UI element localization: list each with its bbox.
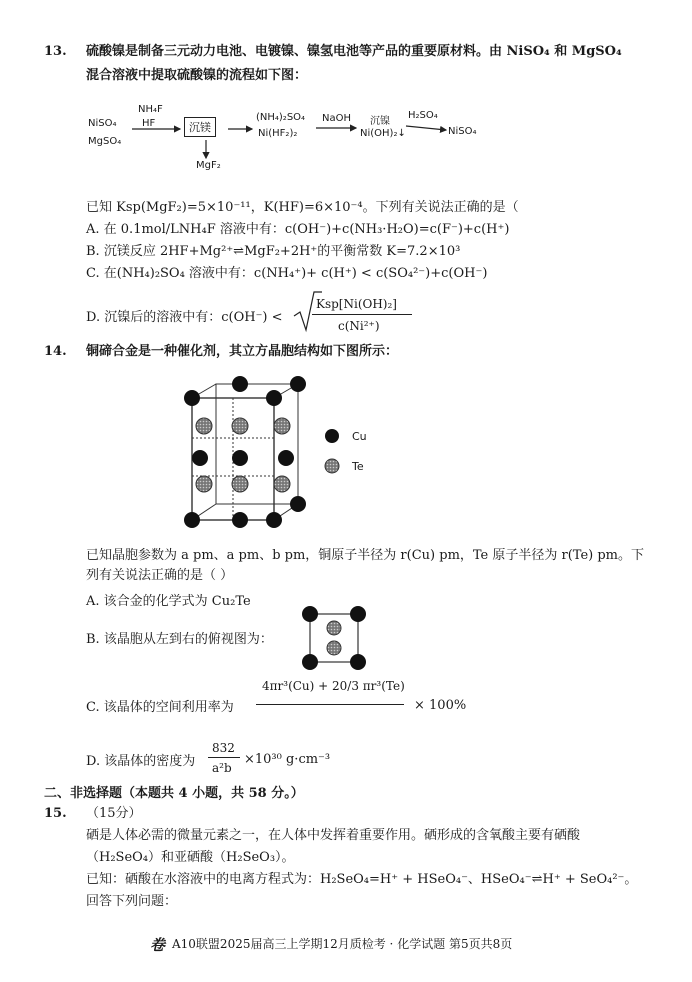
cu-atom	[266, 512, 282, 528]
q13-d-sqrt-sign	[292, 290, 322, 334]
q13-stem-line1: 硫酸镍是制备三元动力电池、电镀镍、镍氢电池等产品的重要原材料。由 NiSO₄ 和 MgSO₄	[86, 44, 622, 59]
q14-option-a: A. 该合金的化学式为 Cu₂Te	[86, 594, 251, 609]
q14-option-c: C. 该晶体的空间利用率为	[86, 700, 234, 715]
flow-intermediate-nh4so4: (NH₄)₂SO₄	[256, 112, 306, 123]
flow-reagent-naoh: NaOH	[322, 113, 351, 124]
flow-input-niso4: NiSO₄	[88, 118, 117, 129]
q14-d-numerator: 832	[212, 741, 235, 755]
q14-d-suffix: ×10³⁰ g·cm⁻³	[244, 752, 331, 767]
q14-c-fraction-bar	[256, 704, 404, 705]
q13-number: 13.	[44, 44, 67, 59]
te-atom	[196, 476, 212, 492]
legend-markers	[320, 424, 350, 484]
q15-line3: 已知：硒酸在水溶液中的电离方程式为：H₂SeO₄=H⁺ + HSeO₄⁻、HSeO₄⁻⇌H⁺ + SeO₄²⁻。	[86, 872, 638, 887]
te-atom	[196, 418, 212, 434]
flow-nickel-precip-label: 沉镍	[370, 116, 390, 127]
flow-output-niso4: NiSO₄	[448, 126, 477, 137]
q14-unit-cell-diagram	[178, 372, 328, 532]
flow-byproduct-mgf2: MgF₂	[196, 160, 221, 171]
q14-d-fraction-bar	[208, 757, 240, 758]
q13-known-info: 已知 Ksp(MgF₂)=5×10⁻¹¹，K(HF)=6×10⁻⁴。下列有关说法正确的是（	[86, 200, 519, 215]
cu-atom	[278, 450, 294, 466]
cu-atom	[290, 496, 306, 512]
q14-option-b: B. 该晶胞从左到右的俯视图为：	[86, 632, 273, 647]
q13-stem-line2: 混合溶液中提取硫酸镍的流程如下图：	[86, 68, 308, 83]
flow-reagent-nh4f: NH₄F	[138, 104, 163, 115]
cu-atom	[184, 390, 200, 406]
cu-atom	[192, 450, 208, 466]
q13-d-fraction-bar	[312, 314, 412, 315]
q14-stem: 铜碲合金是一种催化剂，其立方晶胞结构如下图所示：	[86, 344, 399, 359]
te-atom	[274, 418, 290, 434]
q13-d-numerator: Ksp[Ni(OH)₂]	[316, 297, 397, 311]
q13-option-d: D. 沉镍后的溶液中有：c(OH⁻) <	[86, 310, 283, 325]
te-atom	[232, 476, 248, 492]
q13-option-c: C. 在(NH₄)₂SO₄ 溶液中有：c(NH₄⁺)+ c(H⁺) < c(SO₄²⁻)+c(OH⁻)	[86, 266, 488, 281]
q15-line2: （H₂SeO₄）和亚硒酸（H₂SeO₃）。	[86, 850, 295, 865]
te-atom	[232, 418, 248, 434]
cu-atom	[232, 376, 248, 392]
q14-option-d: D. 该晶体的密度为	[86, 754, 196, 769]
footer-text: A10联盟2025届高三上学期12月质检考 · 化学试题 第5页共8页	[172, 937, 513, 951]
section-2-heading: 二、非选择题（本题共 4 小题，共 58 分。）	[44, 786, 304, 801]
footer-logo: 卷	[150, 936, 166, 954]
te-atom	[274, 476, 290, 492]
q15-number: 15.	[44, 806, 67, 821]
q14-c-numerator: 4πr³(Cu) + 20/3 πr³(Te)	[262, 679, 405, 693]
legend-cu-label: Cu	[352, 430, 367, 443]
q14-params-line2: 列有关说法正确的是（ ）	[86, 568, 234, 583]
cu-atom	[232, 450, 248, 466]
flow-arrows	[0, 0, 692, 200]
q15-score: （15分）	[86, 806, 142, 821]
flow-box-magnesium-precip: 沉镁	[184, 117, 216, 137]
q15-line1: 硒是人体必需的微量元素之一，在人体中发挥着重要作用。硒形成的含氧酸主要有硒酸	[86, 828, 581, 843]
cu-atom	[184, 512, 200, 528]
q13-option-b: B. 沉镁反应 2HF+Mg²⁺⇌MgF₂+2H⁺的平衡常数 K=7.2×10³	[86, 244, 461, 259]
flow-reagent-hf: HF	[142, 118, 156, 129]
q15-line4: 回答下列问题：	[86, 894, 178, 909]
flow-product-nioh2: Ni(OH)₂↓	[360, 128, 406, 139]
q14-number: 14.	[44, 344, 67, 359]
q14-params-line1: 已知晶胞参数为 a pm、a pm、b pm，铜原子半径为 r(Cu) pm，Te 原子半径为 r(Te) pm。下	[86, 548, 645, 563]
q13-d-denominator: c(Ni²⁺)	[338, 319, 380, 333]
flow-intermediate-nihf2: Ni(HF₂)₂	[258, 128, 298, 139]
cu-atom	[290, 376, 306, 392]
cu-atom	[266, 390, 282, 406]
q14-c-suffix: × 100%	[414, 698, 467, 713]
legend-te-label: Te	[352, 460, 364, 473]
q14-d-denominator: a²b	[212, 761, 232, 775]
q14-b-top-view-diagram	[300, 604, 370, 674]
q13-option-a: A. 在 0.1mol/LNH₄F 溶液中有：c(OH⁻)+c(NH₃·H₂O)=c(F⁻)+c(H⁺)	[86, 222, 510, 237]
flow-input-mgso4: MgSO₄	[88, 136, 122, 147]
flow-reagent-h2so4: H₂SO₄	[408, 110, 438, 121]
cu-atom	[232, 512, 248, 528]
